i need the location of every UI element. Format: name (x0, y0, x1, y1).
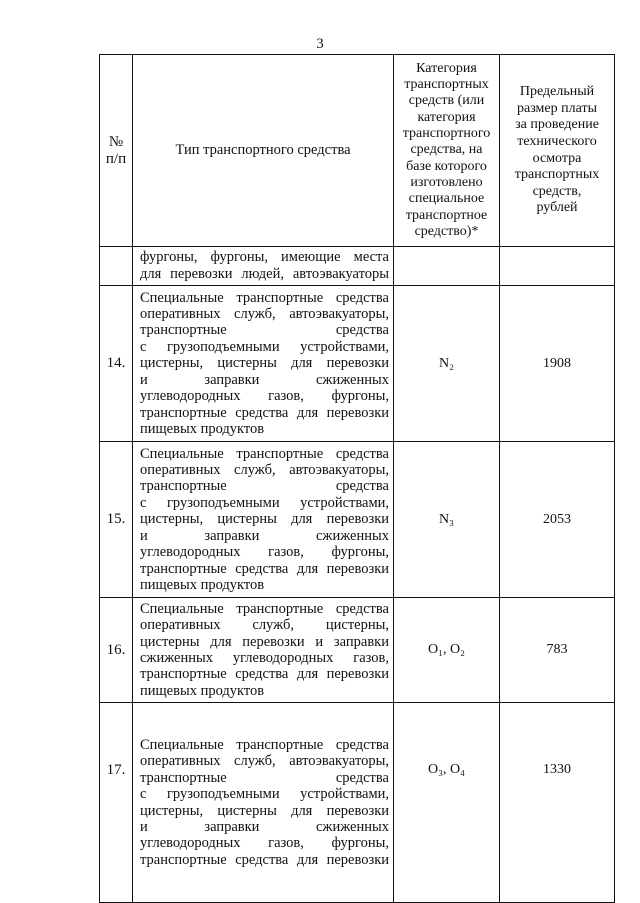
row-type-line: Специальные транспортные средства (140, 289, 389, 306)
header-type: Тип транспортного средства (133, 55, 394, 247)
row-category: O₃, O₄ (394, 703, 500, 903)
row-type (133, 286, 394, 442)
row-type-line: фургоны, фургоны, имеющие места (140, 249, 389, 266)
row-price: 1908 (500, 286, 615, 442)
header-price-line: за проведение (515, 117, 599, 133)
row-type (133, 598, 394, 703)
row-type-line: углеводородных газов, фургоны, (140, 388, 389, 405)
row-num: 17. (100, 703, 133, 903)
header-category-line: Категория (416, 60, 477, 76)
row-type-line: оперативных служб, автоэвакуаторы, (140, 753, 389, 770)
header-category-line: средств (или (408, 93, 485, 109)
row-type-line: и заправки сжиженных (140, 527, 389, 544)
header-price (500, 55, 615, 247)
row-type-line: транспортные средства для перевозки (140, 666, 389, 683)
row-type-line: с грузоподъемными устройствами, (140, 494, 389, 511)
row-type-line: углеводородных газов, фургоны, (140, 835, 389, 852)
header-category-line: средства, на (410, 142, 483, 158)
table-row (100, 247, 615, 286)
row-type (133, 247, 394, 286)
row-type (133, 703, 394, 903)
table-row (100, 442, 615, 598)
header-category-line: базе которого (406, 158, 487, 174)
row-num: 16. (100, 598, 133, 703)
row-category: O₁, O₂ (394, 598, 500, 703)
page-number: 3 (316, 36, 324, 52)
row-category: N₃ (394, 442, 500, 598)
row-type-line: оперативных служб, автоэвакуаторы, (140, 462, 389, 479)
header-category-line: транспортного (402, 126, 491, 142)
row-price: 783 (500, 598, 615, 703)
row-type-line: с грузоподъемными устройствами, (140, 786, 389, 803)
header-category-line: изготовлено (410, 174, 483, 190)
header-category-line: средство)* (414, 223, 479, 239)
row-type-line: с грузоподъемными устройствами, (140, 338, 389, 355)
row-type-line: цистерны, цистерны для перевозки (140, 802, 389, 819)
row-type-line: цистерны, цистерны для перевозки (140, 511, 389, 528)
row-type-line: транспортные средства для перевозки (140, 851, 389, 868)
table-row (100, 703, 615, 903)
row-num: 14. (100, 286, 133, 442)
row-type (133, 442, 394, 598)
table-row (100, 598, 615, 703)
header-num (100, 55, 133, 247)
header-category-line: транспортных (404, 77, 489, 93)
row-price: 1330 (500, 703, 615, 903)
row-type-line: транспортные средства (140, 769, 389, 786)
table-header-row (100, 55, 615, 247)
row-type-line: транспортные средства (140, 322, 389, 339)
row-price: 2053 (500, 442, 615, 598)
header-num-line: № (108, 133, 124, 150)
header-price-line: технического (517, 133, 597, 149)
header-price-line: осмотра (532, 150, 582, 166)
row-type-line: транспортные средства для перевозки (140, 404, 389, 421)
row-type-line: для перевозки людей, автоэвакуаторы (140, 266, 389, 282)
row-type-line: Специальные транспортные средства (140, 736, 389, 753)
row-type-line: Специальные транспортные средства (140, 445, 389, 462)
header-num-line: п/п (105, 150, 127, 167)
row-category: N₂ (394, 286, 500, 442)
row-type-line: транспортные средства (140, 478, 389, 495)
row-type-line: пищевых продуктов (140, 576, 265, 593)
table-row (100, 286, 615, 442)
row-type-line: сжиженных углеводородных газов, (140, 650, 389, 666)
tariff-table (99, 54, 615, 903)
header-price-line: Предельный (519, 84, 595, 100)
row-num (100, 247, 133, 286)
row-price (500, 247, 615, 286)
header-category-line: транспортное (405, 207, 488, 223)
row-num: 15. (100, 442, 133, 598)
row-type-line: оперативных служб, цистерны, (140, 617, 389, 634)
row-type-line: и заправки сжиженных (140, 818, 389, 835)
header-category-line: специальное (408, 191, 485, 207)
row-type-line: углеводородных газов, фургоны, (140, 544, 389, 561)
row-type-line: пищевых продуктов (140, 682, 265, 699)
header-category (394, 55, 500, 247)
row-category (394, 247, 500, 286)
header-price-line: размер платы (517, 100, 597, 116)
row-type-line: Специальные транспортные средства (140, 600, 389, 617)
row-type-line: и заправки сжиженных (140, 371, 389, 388)
row-type-line: оперативных служб, автоэвакуаторы, (140, 306, 389, 323)
row-type-line: транспортные средства для перевозки (140, 560, 389, 577)
row-type-line: цистерны, цистерны для перевозки (140, 355, 389, 372)
row-type-line: цистерны для перевозки и заправки (140, 633, 389, 650)
header-price-line: транспортных (514, 167, 600, 183)
header-price-line: средств, (532, 183, 582, 199)
row-type-line: пищевых продуктов (140, 420, 265, 437)
header-price-line: рублей (536, 200, 578, 216)
header-category-line: категория (417, 109, 476, 125)
